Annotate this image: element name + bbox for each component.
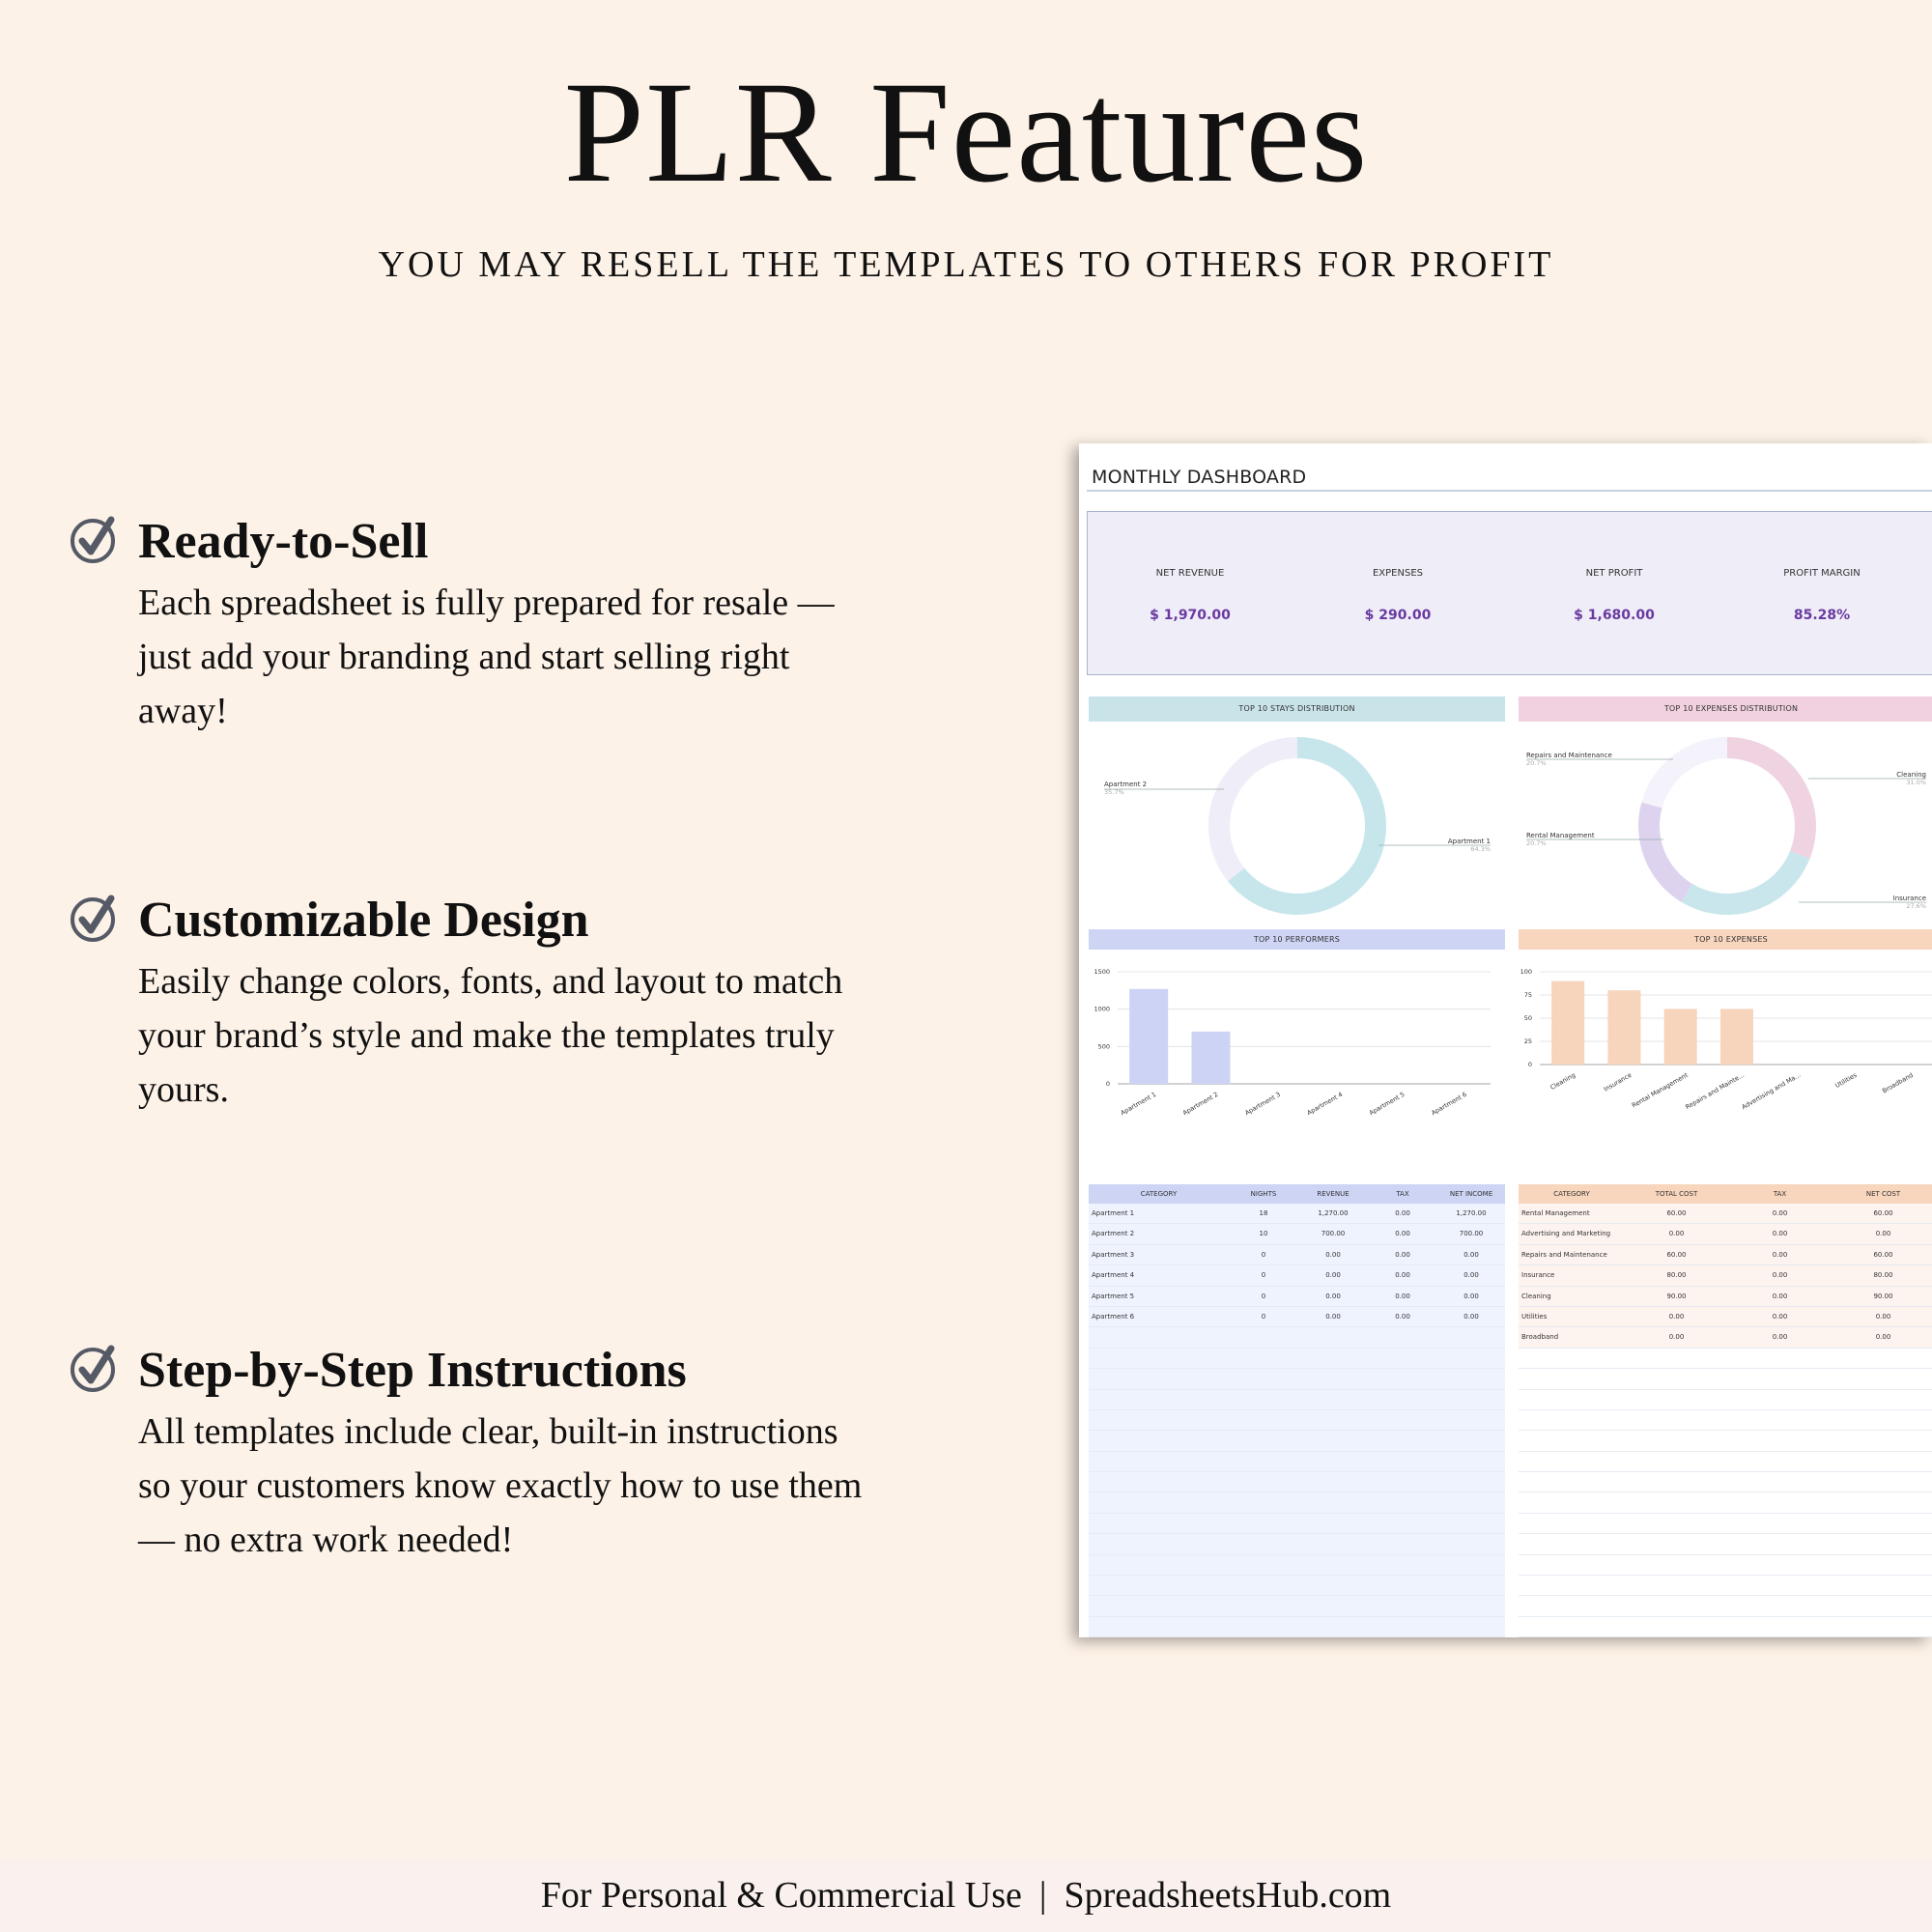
- top-expenses-bar-chart: [1519, 955, 1932, 1149]
- income-table-cell: 1,270.00: [1318, 1209, 1349, 1217]
- expense-table-cell: 0.00: [1772, 1292, 1788, 1300]
- income-table-cell: Apartment 5: [1092, 1292, 1135, 1300]
- expense-table-cell: 60.00: [1666, 1209, 1687, 1217]
- top-performers-header: TOP 10 PERFORMERS: [1089, 929, 1505, 950]
- expense-table-cell: Cleaning: [1521, 1292, 1551, 1300]
- empty-row: [1089, 1492, 1505, 1513]
- donut-slice: [1638, 802, 1692, 901]
- slice-label: Repairs and Maintenance: [1526, 752, 1612, 759]
- slice-label: Rental Management: [1526, 832, 1595, 839]
- feature-description: Each spreadsheet is fully prepared for resale — just add your branding and start selling right away!: [138, 582, 835, 731]
- y-tick-label: 75: [1523, 991, 1532, 999]
- donut-slice: [1727, 737, 1816, 859]
- empty-row: [1089, 1617, 1505, 1637]
- empty-row: [1089, 1369, 1505, 1389]
- empty-row: [1519, 1431, 1932, 1451]
- income-table-cell: 10: [1259, 1230, 1268, 1238]
- expense-table-cell: Repairs and Maintenance: [1521, 1250, 1607, 1259]
- footer-website: SpreadsheetsHub.com: [1064, 1875, 1392, 1916]
- empty-row: [1519, 1596, 1932, 1616]
- empty-row: [1089, 1514, 1505, 1534]
- slice-percent: 20.7%: [1526, 839, 1547, 847]
- expense-table-cell: 0.00: [1875, 1230, 1891, 1238]
- empty-row: [1089, 1576, 1505, 1596]
- slice-percent: 64.3%: [1470, 845, 1491, 853]
- income-table-cell: 0.00: [1463, 1312, 1479, 1321]
- expense-table-cell: 0.00: [1772, 1333, 1788, 1342]
- income-table-row: [1089, 1204, 1505, 1224]
- kpi-value: $ 1,970.00: [1150, 608, 1231, 623]
- slice-label: Apartment 2: [1104, 781, 1148, 788]
- income-table-cell: 0.00: [1395, 1209, 1410, 1217]
- kpi-profit-margin: [1749, 568, 1894, 623]
- income-table-cell: 0: [1261, 1312, 1266, 1321]
- income-table-cell: 0.00: [1325, 1250, 1341, 1259]
- empty-row: [1089, 1410, 1505, 1431]
- expense-table-row: [1519, 1307, 1932, 1327]
- bar: [1129, 989, 1168, 1084]
- income-table-cell: 0.00: [1395, 1230, 1410, 1238]
- expenses-distribution-header: TOP 10 EXPENSES DISTRIBUTION: [1519, 696, 1932, 722]
- y-tick-label: 25: [1523, 1037, 1532, 1045]
- empty-row: [1089, 1349, 1505, 1369]
- empty-row: [1519, 1576, 1932, 1596]
- kpi-expenses: [1325, 568, 1470, 623]
- x-tick-label: Broadband: [1881, 1070, 1915, 1095]
- x-tick-label: Apartment 2: [1181, 1090, 1220, 1118]
- slice-label: Apartment 1: [1447, 838, 1491, 845]
- x-tick-label: Apartment 5: [1368, 1090, 1406, 1118]
- expense-table-cell: 0.00: [1668, 1230, 1685, 1238]
- footer-usage-text: For Personal & Commercial Use: [540, 1875, 1022, 1916]
- kpi-label: PROFIT MARGIN: [1783, 568, 1861, 579]
- page-title: PLR Features: [563, 52, 1369, 213]
- income-table-header: CATEGORY NIGHTS REVENUE TAX NET INCOME: [1089, 1184, 1505, 1204]
- feature-description: All templates include clear, built-in instructions so your customers know exactly how to use them — no extra work needed!: [138, 1411, 863, 1560]
- income-table-cell: Apartment 4: [1092, 1271, 1135, 1280]
- footer: [0, 1859, 1932, 1932]
- x-tick-label: Apartment 4: [1305, 1090, 1345, 1118]
- expense-table-cell: 60.00: [1873, 1209, 1893, 1217]
- x-tick-label: Apartment 1: [1119, 1090, 1158, 1118]
- x-tick-label: Apartment 6: [1430, 1090, 1468, 1118]
- expense-table-cell: 60.00: [1666, 1250, 1687, 1259]
- dashboard-preview: [1079, 443, 1932, 1637]
- income-table-cell: 700.00: [1321, 1230, 1346, 1238]
- slice-label: Cleaning: [1896, 771, 1926, 779]
- income-table-cell: Apartment 1: [1092, 1209, 1135, 1217]
- page-subtitle: YOU MAY RESELL THE TEMPLATES TO OTHERS FOR PROFIT: [378, 244, 1554, 285]
- expense-table-cell: 0.00: [1772, 1250, 1788, 1259]
- bar: [1551, 981, 1584, 1065]
- y-tick-label: 1000: [1094, 1005, 1110, 1013]
- kpi-value: $ 1,680.00: [1574, 608, 1655, 623]
- slice-percent: 35.7%: [1104, 788, 1124, 796]
- expense-table-cell: 0.00: [1668, 1333, 1685, 1342]
- income-table-cell: 0.00: [1395, 1250, 1410, 1259]
- expense-table-cell: 0.00: [1772, 1209, 1788, 1217]
- income-table: [1089, 1184, 1505, 1327]
- expense-table-cell: Broadband: [1521, 1333, 1559, 1342]
- check-circle-icon: [68, 512, 120, 564]
- y-tick-label: 1500: [1094, 968, 1110, 976]
- y-tick-label: 50: [1523, 1014, 1532, 1022]
- expense-table-cell: 0.00: [1875, 1333, 1891, 1342]
- feature-description: Easily change colors, fonts, and layout to match your brand’s style and make the templates truly yours.: [138, 961, 843, 1110]
- expense-table-cell: 0.00: [1772, 1312, 1788, 1321]
- kpi-net-revenue: [1118, 568, 1263, 623]
- empty-row: [1519, 1452, 1932, 1472]
- bar: [1607, 990, 1640, 1065]
- income-table-cell: 0.00: [1463, 1271, 1479, 1280]
- income-table-cell: Apartment 2: [1092, 1230, 1135, 1238]
- income-table-cell: 0.00: [1463, 1292, 1479, 1300]
- empty-row: [1519, 1617, 1932, 1637]
- empty-row: [1519, 1555, 1932, 1576]
- expense-table-cell: Utilities: [1521, 1312, 1548, 1321]
- empty-row: [1089, 1555, 1505, 1576]
- empty-row: [1089, 1472, 1505, 1492]
- expense-table-cell: 90.00: [1873, 1292, 1893, 1300]
- kpi-panel: [1087, 511, 1932, 675]
- x-tick-label: Utilities: [1833, 1070, 1859, 1090]
- feature-title: Ready-to-Sell: [138, 514, 429, 569]
- bar: [1192, 1032, 1231, 1084]
- empty-row: [1089, 1452, 1505, 1472]
- slice-percent: 20.7%: [1526, 759, 1547, 767]
- income-table-row: [1089, 1307, 1505, 1327]
- income-table-cell: 1,270.00: [1456, 1209, 1487, 1217]
- y-tick-label: 500: [1097, 1042, 1110, 1051]
- expense-table-row: [1519, 1327, 1932, 1348]
- income-table-cell: 18: [1259, 1209, 1268, 1217]
- empty-row: [1519, 1492, 1932, 1513]
- stays-distribution-header: TOP 10 STAYS DISTRIBUTION: [1089, 696, 1505, 722]
- empty-row: [1519, 1534, 1932, 1554]
- stays-donut-chart: [1089, 724, 1505, 926]
- income-table-cell: 0.00: [1395, 1292, 1410, 1300]
- expense-table-cell: 0.00: [1772, 1271, 1788, 1280]
- feature-step-by-step-instructions: [68, 1341, 918, 1567]
- x-tick-label: Advertising and Ma...: [1740, 1070, 1803, 1112]
- y-tick-label: 0: [1527, 1061, 1532, 1068]
- expenses-donut-chart: [1519, 724, 1932, 926]
- expense-table-cell: Insurance: [1521, 1271, 1555, 1280]
- income-table-cell: Apartment 3: [1092, 1250, 1135, 1259]
- dashboard-title-divider: [1087, 490, 1932, 492]
- top-performers-bar-chart: [1089, 955, 1505, 1149]
- income-table-cell: 0.00: [1325, 1312, 1341, 1321]
- empty-row: [1089, 1534, 1505, 1554]
- kpi-net-profit: [1542, 568, 1687, 623]
- income-table-cell: 0: [1261, 1250, 1266, 1259]
- donut-slice: [1208, 737, 1297, 881]
- empty-row: [1089, 1431, 1505, 1451]
- kpi-label: EXPENSES: [1372, 568, 1423, 579]
- income-table-cell: 0: [1261, 1292, 1266, 1300]
- bar: [1664, 1009, 1697, 1065]
- expense-table-row: [1519, 1265, 1932, 1286]
- x-tick-label: Repairs and Mainte...: [1684, 1070, 1746, 1112]
- empty-row: [1519, 1472, 1932, 1492]
- feature-ready-to-sell: [68, 512, 918, 738]
- expense-table-cell: 0.00: [1875, 1312, 1891, 1321]
- kpi-value: $ 290.00: [1364, 608, 1432, 623]
- y-tick-label: 100: [1520, 968, 1532, 976]
- expense-table-cell: 0.00: [1668, 1312, 1685, 1321]
- expense-table-cell: Rental Management: [1521, 1209, 1590, 1217]
- expense-table-header: CATEGORY TOTAL COST TAX NET COST: [1519, 1184, 1932, 1204]
- expense-table-row: [1519, 1224, 1932, 1244]
- x-tick-label: Rental Management: [1630, 1070, 1690, 1110]
- empty-row: [1519, 1349, 1932, 1369]
- expense-table-cell: Advertising and Marketing: [1521, 1230, 1611, 1238]
- y-tick-label: 0: [1105, 1080, 1110, 1088]
- income-table-cell: 0.00: [1325, 1292, 1341, 1300]
- expense-table: [1519, 1184, 1932, 1349]
- dashboard-title: MONTHLY DASHBOARD: [1092, 467, 1307, 488]
- footer-separator: |: [1038, 1875, 1047, 1916]
- expense-table-row: [1519, 1245, 1932, 1265]
- empty-row: [1519, 1514, 1932, 1534]
- income-table-cell: 0.00: [1395, 1312, 1410, 1321]
- feature-customizable-design: [68, 891, 918, 1117]
- expense-table-row: [1519, 1287, 1932, 1307]
- top-expenses-header: TOP 10 EXPENSES: [1519, 929, 1932, 950]
- income-table-cell: Apartment 6: [1092, 1312, 1135, 1321]
- income-table-cell: 0: [1261, 1271, 1266, 1280]
- bar: [1720, 1009, 1753, 1065]
- donut-slice: [1641, 737, 1727, 808]
- x-tick-label: Cleaning: [1548, 1070, 1577, 1092]
- income-table-row: [1089, 1287, 1505, 1307]
- check-circle-icon: [68, 1341, 120, 1393]
- donut-slice: [1682, 851, 1810, 915]
- x-tick-label: Apartment 3: [1243, 1090, 1282, 1118]
- income-table-row: [1089, 1224, 1505, 1244]
- expense-table-cell: 80.00: [1666, 1271, 1687, 1280]
- empty-row: [1519, 1410, 1932, 1431]
- slice-percent: 27.6%: [1906, 902, 1926, 910]
- expense-table-row: [1519, 1204, 1932, 1224]
- empty-row: [1519, 1369, 1932, 1389]
- expense-table-cell: 90.00: [1666, 1292, 1687, 1300]
- slice-percent: 31.0%: [1906, 779, 1926, 786]
- feature-title: Customizable Design: [138, 893, 589, 948]
- income-table-row: [1089, 1265, 1505, 1286]
- income-table-cell: 700.00: [1459, 1230, 1484, 1238]
- empty-row: [1089, 1596, 1505, 1616]
- check-circle-icon: [68, 891, 120, 943]
- expense-table-cell: 80.00: [1873, 1271, 1893, 1280]
- income-table-cell: 0.00: [1325, 1271, 1341, 1280]
- x-tick-label: Insurance: [1602, 1070, 1634, 1094]
- kpi-label: NET PROFIT: [1585, 568, 1643, 579]
- income-table-row: [1089, 1245, 1505, 1265]
- empty-row: [1089, 1390, 1505, 1410]
- empty-row: [1089, 1327, 1505, 1348]
- feature-title: Step-by-Step Instructions: [138, 1343, 687, 1398]
- kpi-value: 85.28%: [1793, 608, 1851, 623]
- expense-table-cell: 0.00: [1772, 1230, 1788, 1238]
- slice-label: Insurance: [1892, 895, 1926, 902]
- income-table-cell: 0.00: [1395, 1271, 1410, 1280]
- kpi-label: NET REVENUE: [1155, 568, 1225, 579]
- expense-table-cell: 60.00: [1873, 1250, 1893, 1259]
- income-table-cell: 0.00: [1463, 1250, 1479, 1259]
- empty-row: [1519, 1390, 1932, 1410]
